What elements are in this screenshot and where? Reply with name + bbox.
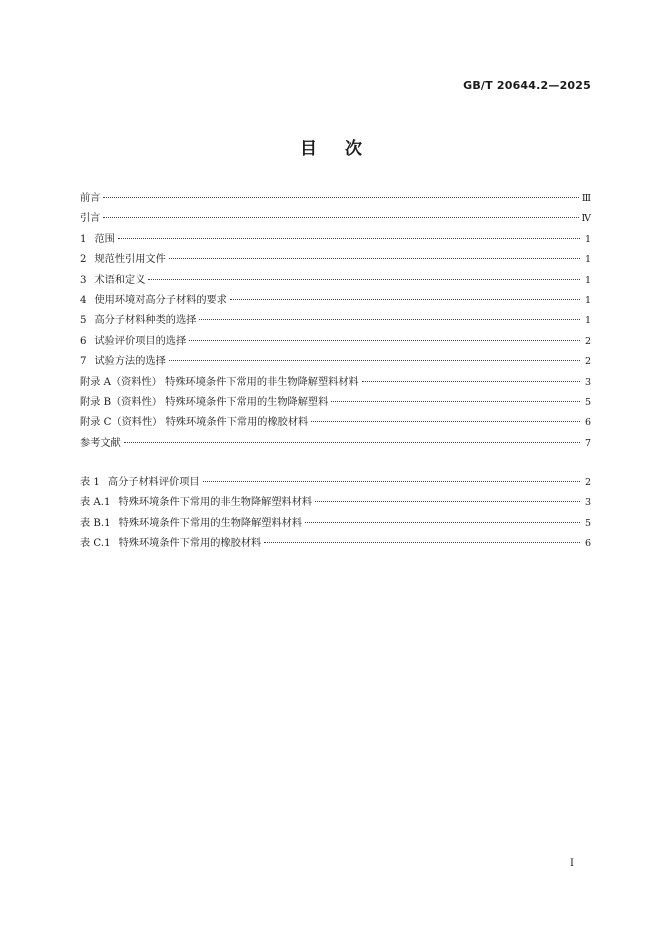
toc-entry-number: 6 xyxy=(80,335,87,347)
toc-entry-label: 规范性引用文件 xyxy=(94,254,166,266)
toc-entry-test-methods[interactable] xyxy=(80,352,591,372)
toc-entry-page: 5 xyxy=(584,396,591,408)
toc-entry-number: 2 xyxy=(80,254,87,266)
toc-entry-page: 6 xyxy=(584,417,591,429)
table-entry-number: 表 B.1 xyxy=(80,517,111,529)
table-entry-1[interactable] xyxy=(80,473,591,493)
toc-entry-label: 术语和定义 xyxy=(94,274,146,286)
toc-entry-annex-a[interactable] xyxy=(80,373,591,393)
toc-entry-label: 试验方法的选择 xyxy=(94,356,166,368)
toc-entry-label: 前言 xyxy=(80,193,101,204)
toc-entry-bibliography[interactable] xyxy=(80,434,591,454)
toc-entry-page: 1 xyxy=(584,315,591,327)
toc-entry-label: 范围 xyxy=(94,233,115,245)
toc-entry-number: 3 xyxy=(80,274,87,286)
toc-entry-page: 7 xyxy=(584,437,591,449)
standard-code: GB/T 20644.2—2025 xyxy=(463,79,591,92)
leader-dots xyxy=(124,442,580,443)
toc-entry-page: 2 xyxy=(584,356,591,368)
toc-entry-page: 3 xyxy=(584,376,591,388)
leader-dots xyxy=(169,360,580,361)
leader-dots xyxy=(103,197,578,198)
table-entry-page: 6 xyxy=(584,538,591,550)
toc-entry-label: 高分子材料种类的选择 xyxy=(94,315,197,327)
table-entry-number: 表 1 xyxy=(80,477,100,488)
toc-entry-annex-b[interactable] xyxy=(80,393,591,413)
leader-dots xyxy=(189,340,580,341)
toc-entry-label: 附录 C（资料性） 特殊环境条件下常用的橡胶材料 xyxy=(80,417,309,429)
list-of-tables xyxy=(80,473,591,555)
leader-dots xyxy=(148,279,580,280)
toc-entry-normative-references[interactable] xyxy=(80,250,591,270)
toc-entry-page: Ⅲ xyxy=(581,193,591,204)
toc-entry-page: Ⅳ xyxy=(581,213,591,225)
table-entry-b1[interactable] xyxy=(80,514,591,534)
leader-dots xyxy=(305,522,580,523)
page-title: 目次 xyxy=(300,139,390,159)
leader-dots xyxy=(264,542,580,543)
toc-entry-requirements[interactable] xyxy=(80,291,591,311)
table-entry-label: 特殊环境条件下常用的橡胶材料 xyxy=(118,538,262,550)
leader-dots xyxy=(199,319,580,320)
table-entry-number: 表 C.1 xyxy=(80,538,111,550)
toc-entry-label: 使用环境对高分子材料的要求 xyxy=(94,294,227,306)
table-entry-label: 高分子材料评价项目 xyxy=(107,477,200,488)
toc-entry-number: 7 xyxy=(80,356,87,368)
toc-entry-page: 1 xyxy=(584,233,591,245)
leader-dots xyxy=(230,299,580,300)
leader-dots xyxy=(203,481,580,482)
toc-entry-evaluation-items[interactable] xyxy=(80,332,591,352)
toc-entry-material-selection[interactable] xyxy=(80,311,591,331)
toc-entry-scope[interactable] xyxy=(80,230,591,250)
table-entry-c1[interactable] xyxy=(80,534,591,554)
toc-entry-annex-c[interactable] xyxy=(80,413,591,433)
toc-entry-terms[interactable] xyxy=(80,271,591,291)
table-of-contents xyxy=(80,189,591,454)
table-entry-number: 表 A.1 xyxy=(80,497,111,509)
toc-entry-number: 4 xyxy=(80,294,87,306)
toc-entry-introduction[interactable] xyxy=(80,209,591,229)
table-entry-page: 5 xyxy=(584,517,591,529)
leader-dots xyxy=(331,401,580,402)
leader-dots xyxy=(315,501,580,502)
toc-entry-page: 1 xyxy=(584,274,591,286)
toc-entry-number: 1 xyxy=(80,233,87,245)
toc-entry-page: 1 xyxy=(584,294,591,306)
leader-dots xyxy=(118,238,580,239)
page-number: I xyxy=(570,858,574,869)
leader-dots xyxy=(103,217,578,218)
toc-entry-label: 附录 B（资料性） 特殊环境条件下常用的生物降解塑料 xyxy=(80,396,329,408)
leader-dots xyxy=(311,421,580,422)
table-entry-a1[interactable] xyxy=(80,493,591,513)
toc-entry-label: 试验评价项目的选择 xyxy=(94,335,187,347)
toc-entry-page: 1 xyxy=(584,254,591,266)
table-entry-label: 特殊环境条件下常用的生物降解塑料材料 xyxy=(118,517,303,529)
table-entry-page: 2 xyxy=(584,477,591,488)
leader-dots xyxy=(169,258,580,259)
table-entry-label: 特殊环境条件下常用的非生物降解塑料材料 xyxy=(118,497,313,509)
toc-entry-page: 2 xyxy=(584,335,591,347)
toc-entry-label: 参考文献 xyxy=(80,437,121,449)
table-entry-page: 3 xyxy=(584,497,591,509)
toc-entry-foreword[interactable] xyxy=(80,189,591,209)
leader-dots xyxy=(362,381,580,382)
toc-entry-label: 附录 A（资料性） 特殊环境条件下常用的非生物降解塑料材料 xyxy=(80,376,359,388)
toc-entry-number: 5 xyxy=(80,315,87,327)
toc-entry-label: 引言 xyxy=(80,213,101,225)
